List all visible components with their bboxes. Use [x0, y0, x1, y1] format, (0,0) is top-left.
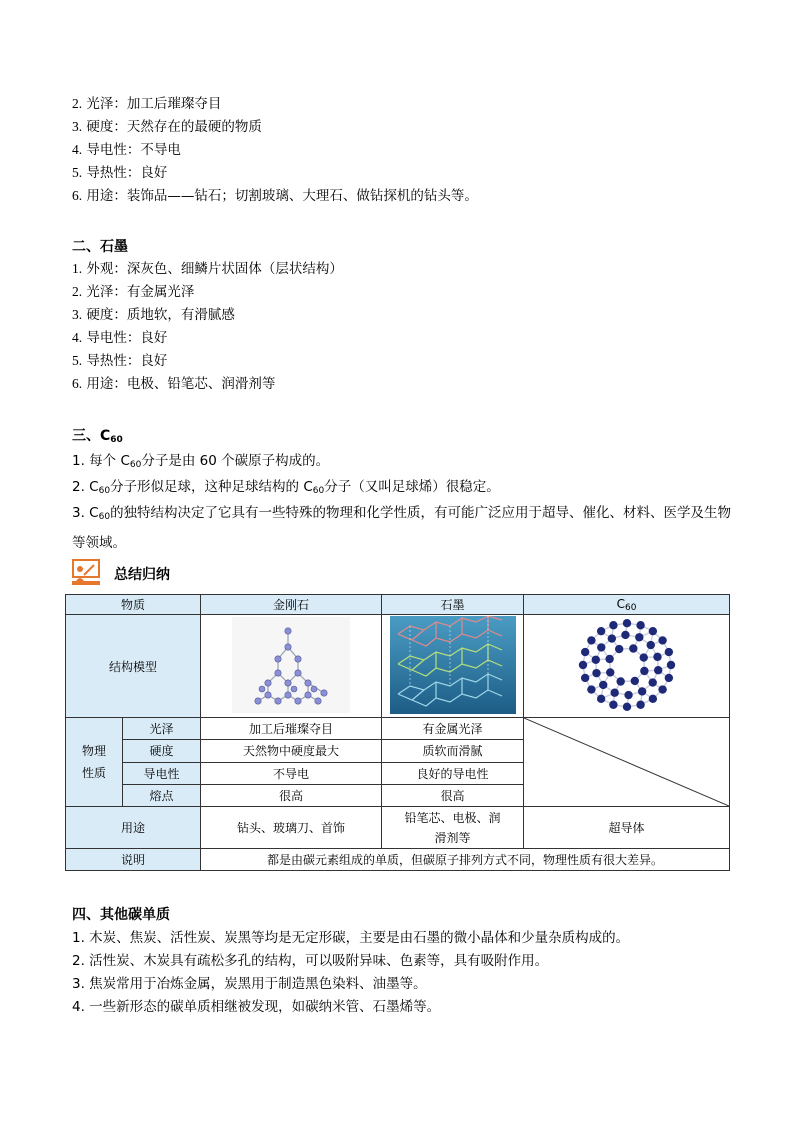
c60-atom	[587, 685, 595, 693]
prop-name: 硬度	[123, 740, 201, 762]
list-item: 4. 一些新形态的碳单质相继被发现，如碳纳米管、石墨烯等。	[72, 999, 441, 1015]
list-item: 3. 硬度：天然存在的最硬的物质	[72, 119, 262, 135]
prop-name: 熔点	[123, 784, 201, 806]
c60-paragraph-2: 2. $C_{60}$分子形似足球，这种足球结构的 $C_{60}$分子（又叫足球烯）很稳定。	[72, 479, 500, 496]
list-item: 2. 活性炭、木炭具有疏松多孔的结构，可以吸附异味、色素等，具有吸附作用。	[72, 953, 549, 969]
graphite-heading: 二、石墨	[72, 239, 128, 255]
c60-atom	[648, 626, 656, 634]
c60-atom	[592, 668, 600, 676]
c60-atom	[664, 673, 672, 681]
c60-use: 超导体	[524, 807, 730, 849]
list-item: 2. 光泽：加工后璀璨夺目	[72, 96, 222, 112]
c60-atom	[587, 636, 595, 644]
c60-atom	[609, 621, 617, 629]
c60-atom	[629, 644, 637, 652]
c60-atom	[636, 700, 644, 708]
c60-atom	[597, 643, 605, 651]
list-item: 5. 导热性：良好	[72, 353, 168, 369]
graphite-prop-value: 很高	[382, 784, 524, 806]
c60-atom	[599, 680, 607, 688]
list-item: 2. 光泽：有金属光泽	[72, 284, 195, 300]
c60-atom	[658, 685, 666, 693]
c60-atom	[636, 621, 644, 629]
c60-atom	[639, 653, 647, 661]
c60-atom	[596, 626, 604, 634]
row-label-use: 用途	[66, 807, 201, 849]
c60-atom	[580, 647, 588, 655]
c60-atom	[658, 636, 666, 644]
list-item: 6. 用途：装饰品——钻石；切割玻璃、大理石、做钻探机的钻头等。	[72, 188, 478, 204]
header-substance: 物质	[66, 595, 201, 615]
c60-atom	[666, 660, 674, 668]
c60-atom	[648, 694, 656, 702]
c60-atom	[610, 688, 618, 696]
table-header-row	[66, 595, 730, 615]
teacher-board-icon	[72, 559, 100, 589]
note-text: 都是由碳元素组成的单质，但碳原子排列方式不同，物理性质有很大差异。	[201, 849, 730, 871]
diamond-prop-value: 天然物中硬度最大	[201, 740, 382, 762]
c60-atom	[596, 694, 604, 702]
row-label-physical: 物理性质	[66, 718, 123, 807]
c60-atom	[640, 666, 648, 674]
list-item: 4. 导电性：不导电	[72, 142, 181, 158]
header-graphite: 石墨	[382, 595, 524, 615]
c60-atom	[648, 678, 656, 686]
prop-name: 光泽	[123, 718, 201, 740]
graphite-prop-value: 有金属光泽	[382, 718, 524, 740]
c60-atom	[646, 640, 654, 648]
c60-atom	[609, 700, 617, 708]
c60-atom	[624, 690, 632, 698]
list-item: 6. 用途：电极、铅笔芯、润滑剂等	[72, 376, 276, 392]
graphite-structure-image	[382, 615, 524, 718]
c60-atom	[615, 644, 623, 652]
table-row	[66, 718, 730, 740]
c60-atom	[653, 652, 661, 660]
diamond-prop-value: 不导电	[201, 762, 382, 784]
graphite-use: 铅笔芯、电极、润滑剂等	[382, 807, 524, 849]
c60-atom	[607, 634, 615, 642]
c60-heading: 三、$C_{60}$	[72, 428, 123, 445]
list-item: 4. 导电性：良好	[72, 330, 168, 346]
c60-atom	[606, 668, 614, 676]
c60-atom	[637, 687, 645, 695]
summary-heading	[72, 560, 170, 588]
list-item: 1. 木炭、焦炭、活性炭、炭黑等均是无定形碳，主要是由石墨的微小晶体和少量杂质构成的。	[72, 930, 630, 946]
diamond-structure-image	[201, 615, 382, 718]
c60-paragraph-1: 1. 每个 $C_{60}$分子是由 60 个碳原子构成的。	[72, 453, 330, 470]
list-item: 3. 焦炭常用于冶炼金属，炭黑用于制造黑色染料、油墨等。	[72, 976, 427, 992]
c60-atom	[622, 619, 630, 627]
c60-atom	[621, 630, 629, 638]
c60-atom	[591, 655, 599, 663]
c60-atom	[635, 633, 643, 641]
summary-title: 总结归纳	[114, 567, 170, 583]
c60-atom	[605, 654, 613, 662]
c60-atom	[578, 660, 586, 668]
diamond-use: 钻头、玻璃刀、首饰	[201, 807, 382, 849]
c60-empty-cell	[524, 718, 730, 807]
diagonal-line	[524, 718, 729, 806]
row-label-structure: 结构模型	[66, 615, 201, 718]
others-heading: 四、其他碳单质	[72, 907, 170, 923]
c60-atom	[654, 666, 662, 674]
list-item: 3. 硬度：质地软，有滑腻感	[72, 307, 235, 323]
row-label-note: 说明	[66, 849, 201, 871]
c60-paragraph-3: 3. $C_{60}$的独特结构决定了它具有一些特殊的物理和化学性质，有可能广泛应用于超导、催化、材料、医学及生物等领域。	[72, 505, 732, 551]
c60-atom	[580, 673, 588, 681]
prop-name: 导电性	[123, 762, 201, 784]
table-row	[66, 807, 730, 849]
graphite-prop-value: 良好的导电性	[382, 762, 524, 784]
header-diamond: 金刚石	[201, 595, 382, 615]
c60-atom	[664, 647, 672, 655]
list-item: 5. 导热性：良好	[72, 165, 168, 181]
c60-atom	[622, 702, 630, 710]
table-row	[66, 615, 730, 718]
list-item: 1. 外观：深灰色、细鳞片状固体（层状结构）	[72, 261, 343, 277]
c60-atom	[630, 676, 638, 684]
c60-atom	[616, 677, 624, 685]
c60-structure-image	[524, 615, 730, 718]
summary-table	[65, 594, 730, 871]
diamond-prop-value: 很高	[201, 784, 382, 806]
header-c60: $C_{60}$	[524, 595, 730, 615]
diamond-prop-value: 加工后璀璨夺目	[201, 718, 382, 740]
table-row	[66, 849, 730, 871]
graphite-prop-value: 质软而滑腻	[382, 740, 524, 762]
